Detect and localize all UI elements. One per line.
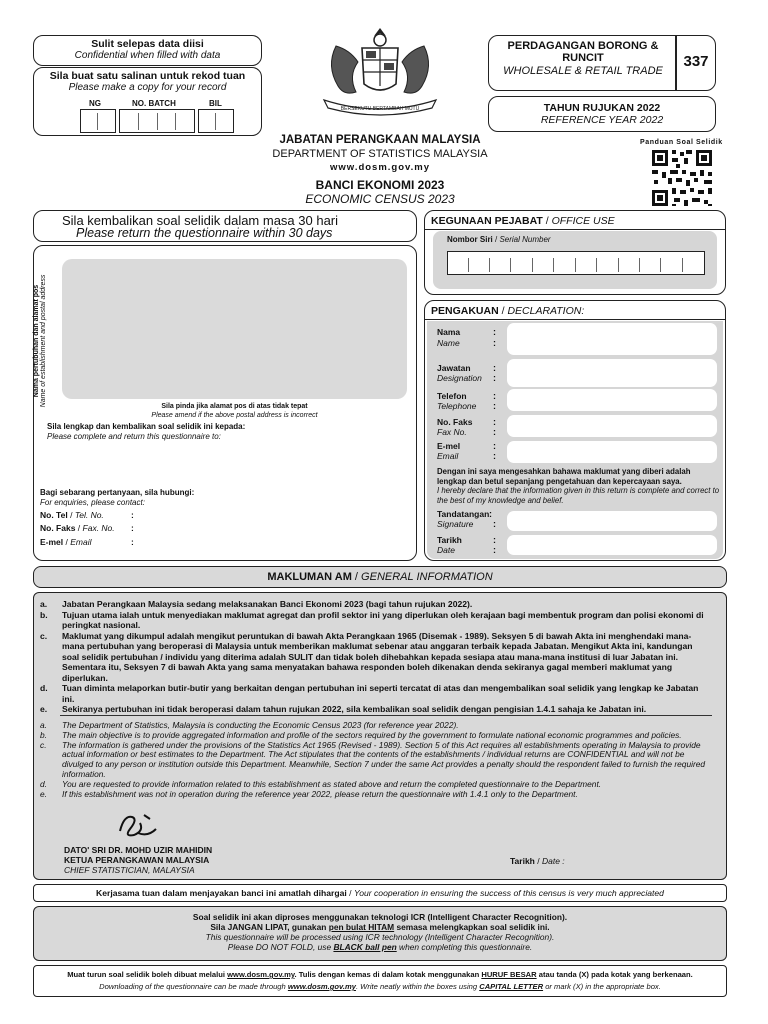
colon: : (131, 537, 134, 547)
colon: : (131, 523, 134, 533)
date-label: Tarikh (437, 535, 462, 545)
confidential-en: Confidential when filled with data (74, 50, 221, 61)
decl-phone-label-en: Telephone (437, 401, 477, 411)
footer-line-en: Downloading of the questionnaire can be made through www.dosm.gov.my. Write neatly within the boxes using CAPITAL LETTER or mark (X) in the appropriate box. (99, 982, 661, 991)
colon: : (493, 451, 496, 461)
colon: : (493, 401, 496, 411)
reference-year-en: REFERENCE YEAR 2022 (540, 114, 664, 126)
general-info-header: MAKLUMAN AM / GENERAL INFORMATION (33, 566, 727, 588)
decl-email-label: E-mel (437, 441, 461, 451)
address-side-label: Nama pertubuhan dan alamat pos Name of establishment and postal address (33, 274, 47, 408)
telephone-field[interactable] (507, 389, 717, 411)
decl-name-label: Nama (437, 327, 461, 337)
general-info-list-en: a. The Department of Statistics, Malaysia is conducting the Economic Census 2023 (for reference year 2022). b. The main objective is to provide aggregated information and profile of the sectors required by the government to formulate national economic programmes and policies. c. The information is gathered under the provisions of the Statistics Act 1965 (Revised - 1989). Section 5 of this Act requires all establishments operating in Malaysia to provide actual information or best estimates to the Department. The Act stipulates that the contents of the establishments / individual returns are CONFIDENTIAL and will not be divulged to any person or institution outside this Department. Meanwhile, Section 7 under the same Act provides a penalty should the respondent failed to furnish the required information. d. You are requested to provide information related to this establishment as stated above and return the completed questionnaire to the Department. e. If this establishment was not in operation during the reference year 2022, please return the questionnaire with 1.4.1 only to the Department. (40, 720, 706, 799)
signature-label: Tandatangan (437, 509, 490, 519)
decl-designation-label-en: Designation (437, 373, 482, 383)
dept-name-my: JABATAN PERANGKAAN MALAYSIA (279, 134, 481, 146)
footer-line-my: Muat turun soal selidik boleh dibuat melalui www.dosm.gov.my. Tulis dengan kemas di dalam kotak menggunakan HURUF BESAR atau tanda (X) pada kotak yang berkenaan. (67, 970, 693, 979)
decl-fax-label-en: Fax No. (437, 427, 467, 437)
colon: : (493, 391, 496, 401)
name-field[interactable] (507, 323, 717, 355)
designation-field[interactable] (507, 359, 717, 387)
colon: : (493, 338, 496, 348)
cooperation-banner: Kerjasama tuan dalam menjayakan banci ini amatlah dihargai / Your cooperation in ensuring the success of this census is very much appreciated (33, 884, 727, 902)
svg-text:BERSEKUTU BERTAMBAH MUTU: BERSEKUTU BERTAMBAH MUTU (340, 106, 420, 112)
colon: : (489, 509, 492, 519)
decl-designation-label: Jawatan (437, 363, 471, 373)
decl-name-label-en: Name (437, 338, 460, 348)
confidential-notice (33, 35, 262, 66)
box-label-batch: NO. BATCH (132, 99, 176, 108)
colon: : (493, 417, 496, 427)
signatory-title-en: CHIEF STATISTICIAN, MALAYSIA (64, 865, 195, 875)
signature-field[interactable] (507, 511, 717, 531)
decl-phone-label: Telefon (437, 391, 467, 401)
copy-en: Please make a copy for your record (68, 82, 227, 93)
general-info-list-my: a. Jabatan Perangkaan Malaysia sedang melaksanakan Banci Ekonomi 2023 (bagi tahun rujukan 2022). b. Tujuan utama ialah untuk menyediakan maklumat agregat dan profil sektor ini yang diperlukan oleh kerajaan bagi membentuk program dan polisi ekonomi di peringkat nasional. c. Maklumat yang dikumpul adalah mengikut peruntukan di bawah Akta Perangkaan 1965 (Disemak - 1989). Seksyen 5 di bawah Akta ini menghendaki mana-mana pertubuhan yang beroperasi di Malaysia untuk memberikan maklumat sebenar atau anggaran terbaik kepada Jabatan. Mengikut Akta ini, kandungan soal selidik pertubuhan / individu yang diterima adalah SULIT dan tidak boleh dihebahkan kepada sesiapa atau mana-mana institusi di luar Jabatan ini. Sementara itu, Seksyen 7 di bawah Akta yang sama menyatakan bahawa responden boleh dikenakan denda sekiranya gagal memberi maklumat yang diperlukan. d. Tuan diminta melaporkan butir-butir yang berkaitan dengan pertubuhan ini seperti tercatat di atas dan mengembalikan soal selidik yang lengkap ke Jabatan ini. e. Sekiranya pertubuhan ini tidak beroperasi dalam tahun rujukan 2022, sila kembalikan soal selidik dengan pengisian 1.4.1 sahaja ke Jabatan ini. (40, 599, 704, 714)
colon: : (131, 510, 134, 520)
colon: : (493, 535, 496, 545)
colon: : (493, 519, 496, 529)
colon: : (493, 373, 496, 383)
colon: : (493, 441, 496, 451)
qr-caption: Panduan Soal Selidik (640, 139, 723, 146)
decl-fax-label: No. Faks (437, 417, 473, 427)
return-to-my: Sila lengkap dan kembalikan soal selidik ini kepada: (47, 422, 246, 431)
amend-note-en: Please amend if the above postal address is incorrect (151, 412, 318, 419)
ng-box[interactable] (80, 109, 116, 133)
return-notice-my: Sila kembalikan soal selidik dalam masa 30 hari (62, 213, 339, 228)
date-label-en: Date (437, 545, 455, 555)
box-label-ng: NG (89, 99, 101, 108)
serial-number-label: Nombor Siri / Serial Number (447, 235, 551, 244)
signature-label-en: Signature (437, 519, 474, 529)
batch-box[interactable] (119, 109, 195, 133)
questionnaire-code: 337 (683, 53, 709, 70)
website[interactable]: www.dosm.gov.my (330, 162, 430, 173)
return-notice (33, 210, 417, 242)
sector-en: WHOLESALE & RETAIL TRADE (503, 65, 663, 77)
sector-box (488, 35, 716, 91)
copy-my: Sila buat satu salinan untuk rekod tuan (49, 70, 246, 82)
icr-line1-my: Soal selidik ini akan diproses menggunakan teknologi ICR (Intelligent Character Recognition). (192, 912, 568, 922)
box-label-bil: BIL (209, 99, 222, 108)
general-info-date: Tarikh / Date : (510, 856, 565, 866)
colon: : (493, 545, 496, 555)
bil-box[interactable] (198, 109, 234, 133)
date-field[interactable] (507, 535, 717, 555)
icr-line2-my: Sila JANGAN LIPAT, gunakan pen bulat HITAM semasa melengkapkan soal selidik ini. (210, 922, 550, 932)
declaration-section (424, 300, 726, 561)
email-field[interactable] (507, 441, 717, 463)
address-section (33, 245, 417, 561)
icr-notice (33, 906, 727, 961)
postal-address-field[interactable] (62, 259, 407, 399)
signatory-title-my: KETUA PERANGKAWAN MALAYSIA (64, 855, 210, 865)
footer-notice (33, 965, 727, 997)
qr-code-icon[interactable] (650, 148, 714, 208)
serial-number-field[interactable] (447, 251, 705, 275)
declaration-statement-my: Dengan ini saya mengesahkan bahawa maklumat yang diberi adalah lengkap dan betul sepanjang pengetahuan dan kepercayaan saya. (437, 467, 691, 486)
contact-email: E-mel / Email (40, 537, 92, 547)
declaration-title: PENGAKUAN / DECLARATION: (431, 305, 585, 317)
colon: : (493, 327, 496, 337)
enquiry-my: Bagi sebarang pertanyaan, sila hubungi: (40, 488, 195, 497)
signatory-name: DATO' SRI DR. MOHD UZIR MAHIDIN (64, 845, 213, 855)
enquiry-en: For enquiries, please contact: (40, 498, 145, 507)
colon: : (493, 427, 496, 437)
amend-note-my: Sila pinda jika alamat pos di atas tidak tepat (161, 403, 308, 410)
confidential-my: Sulit selepas data diisi (91, 38, 204, 50)
general-info-body (33, 592, 727, 880)
chief-statistician-signature (114, 809, 160, 843)
contact-tel: No. Tel / Tel. No. (40, 510, 104, 520)
icr-line2-en: Please DO NOT FOLD, use BLACK ball pen when completing this questionnaire. (227, 942, 533, 952)
declaration-statement-en: I hereby declare that the information given in this return is complete and correct to the best of my knowledge and belief. (437, 486, 720, 505)
icr-line1-en: This questionnaire will be processed using ICR technology (Intelligent Character Recognition). (205, 932, 555, 942)
decl-email-label-en: Email (437, 451, 459, 461)
sector-my: PERDAGANGAN BORONG & RUNCIT (507, 40, 659, 64)
reference-year-box (488, 96, 716, 132)
office-use-section (424, 210, 726, 295)
colon: : (493, 363, 496, 373)
office-use-title: KEGUNAAN PEJABAT / OFFICE USE (431, 215, 615, 227)
return-to-en: Please complete and return this questionnaire to: (47, 432, 221, 441)
dept-name-en: DEPARTMENT OF STATISTICS MALAYSIA (272, 148, 488, 160)
coat-of-arms-emblem (316, 26, 444, 118)
census-title-en: ECONOMIC CENSUS 2023 (305, 192, 455, 206)
return-notice-en: Please return the questionnaire within 30 days (76, 226, 333, 240)
reference-year-my: TAHUN RUJUKAN 2022 (543, 102, 661, 114)
fax-field[interactable] (507, 415, 717, 437)
contact-fax: No. Faks / Fax. No. (40, 523, 115, 533)
census-title-my: BANCI EKONOMI 2023 (315, 178, 445, 192)
